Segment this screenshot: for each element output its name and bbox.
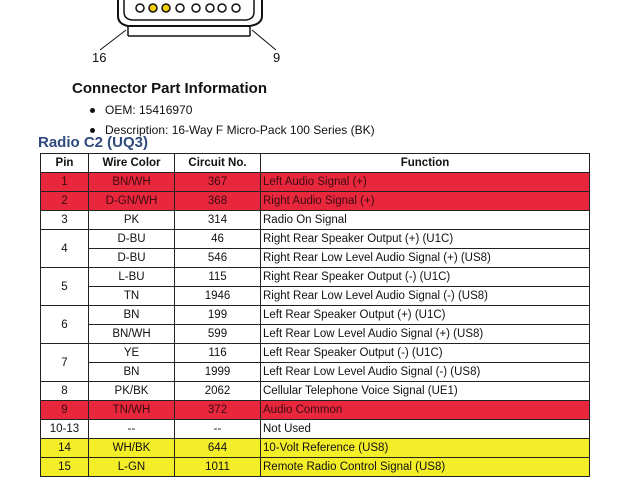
- function-cell: Right Rear Low Level Audio Signal (-) (US8): [261, 287, 590, 306]
- description-text: Description: 16-Way F Micro-Pack 100 Series (BK): [105, 123, 375, 137]
- table-row: [41, 173, 590, 192]
- pin-cell: 5: [41, 268, 89, 306]
- wire-color-cell: TN: [89, 287, 175, 306]
- table-row: [41, 382, 590, 401]
- wire-color-cell: PK/BK: [89, 382, 175, 401]
- pin-cell: 14: [41, 439, 89, 458]
- function-cell: Audio Common: [261, 401, 590, 420]
- function-cell: Left Rear Speaker Output (-) (U1C): [261, 344, 590, 363]
- wire-color-cell: BN: [89, 306, 175, 325]
- function-cell: Radio On Signal: [261, 211, 590, 230]
- table-row: [41, 306, 590, 325]
- function-cell: Right Rear Speaker Output (+) (U1C): [261, 230, 590, 249]
- pin-cell: 6: [41, 306, 89, 344]
- wire-color-cell: L-BU: [89, 268, 175, 287]
- bullet-icon: [90, 108, 95, 113]
- function-cell: Left Audio Signal (+): [261, 173, 590, 192]
- pin-cell: 9: [41, 401, 89, 420]
- wire-color-cell: YE: [89, 344, 175, 363]
- pin-9-label: 9: [273, 50, 281, 65]
- function-cell: Left Rear Low Level Audio Signal (-) (US8): [261, 363, 590, 382]
- pin-16-label: 16: [92, 50, 107, 65]
- connector-part-info-title: Connector Part Information: [72, 80, 268, 97]
- table-row: [41, 249, 590, 268]
- table-row: [41, 363, 590, 382]
- oem-text: OEM: 15416970: [105, 103, 193, 117]
- pin-cell: 7: [41, 344, 89, 382]
- wire-color-cell: BN/WH: [89, 325, 175, 344]
- function-cell: Right Audio Signal (+): [261, 192, 590, 211]
- circuit-cell: 546: [175, 249, 261, 268]
- wire-color-cell: BN: [89, 363, 175, 382]
- circuit-cell: 314: [175, 211, 261, 230]
- function-cell: Cellular Telephone Voice Signal (UE1): [261, 382, 590, 401]
- table-row: [41, 458, 590, 477]
- circuit-cell: 367: [175, 173, 261, 192]
- circuit-cell: 1999: [175, 363, 261, 382]
- function-cell: Left Rear Speaker Output (+) (U1C): [261, 306, 590, 325]
- function-cell: Not Used: [261, 420, 590, 439]
- connector-diagram: [0, 0, 640, 70]
- table-row: [41, 344, 590, 363]
- pin-cell: 15: [41, 458, 89, 477]
- bullet-icon: [90, 128, 95, 133]
- header-function: Function: [261, 154, 590, 173]
- pin-cell: 2: [41, 192, 89, 211]
- list-item: [90, 100, 375, 120]
- circuit-cell: 2062: [175, 382, 261, 401]
- wire-color-cell: L-GN: [89, 458, 175, 477]
- table-row: [41, 268, 590, 287]
- function-cell: Left Rear Low Level Audio Signal (+) (US8): [261, 325, 590, 344]
- wire-color-cell: BN/WH: [89, 173, 175, 192]
- header-wire-color: Wire Color: [89, 154, 175, 173]
- header-circuit-no: Circuit No.: [175, 154, 261, 173]
- function-cell: 10-Volt Reference (US8): [261, 439, 590, 458]
- wire-color-cell: WH/BK: [89, 439, 175, 458]
- wire-color-cell: --: [89, 420, 175, 439]
- table-header-row: [41, 154, 590, 173]
- pin-cell: 3: [41, 211, 89, 230]
- circuit-cell: --: [175, 420, 261, 439]
- pinout-table: [40, 153, 590, 477]
- circuit-cell: 115: [175, 268, 261, 287]
- table-row: [41, 401, 590, 420]
- section-title: Radio C2 (UQ3): [38, 134, 149, 151]
- circuit-cell: 1946: [175, 287, 261, 306]
- table-row: [41, 325, 590, 344]
- pin-cell: 4: [41, 230, 89, 268]
- circuit-cell: 1011: [175, 458, 261, 477]
- table-row: [41, 211, 590, 230]
- table-row: [41, 230, 590, 249]
- pin-cell: 1: [41, 173, 89, 192]
- header-pin: Pin: [41, 154, 89, 173]
- circuit-cell: 199: [175, 306, 261, 325]
- function-cell: Right Rear Speaker Output (-) (U1C): [261, 268, 590, 287]
- pin-cell: 10-13: [41, 420, 89, 439]
- table-row: [41, 192, 590, 211]
- circuit-cell: 644: [175, 439, 261, 458]
- wire-color-cell: D-BU: [89, 249, 175, 268]
- pin-cell: 8: [41, 382, 89, 401]
- function-cell: Remote Radio Control Signal (US8): [261, 458, 590, 477]
- circuit-cell: 116: [175, 344, 261, 363]
- wire-color-cell: D-BU: [89, 230, 175, 249]
- table-row: [41, 439, 590, 458]
- circuit-cell: 46: [175, 230, 261, 249]
- wire-color-cell: D-GN/WH: [89, 192, 175, 211]
- circuit-cell: 368: [175, 192, 261, 211]
- circuit-cell: 599: [175, 325, 261, 344]
- wire-color-cell: PK: [89, 211, 175, 230]
- function-cell: Right Rear Low Level Audio Signal (+) (US8): [261, 249, 590, 268]
- wire-color-cell: TN/WH: [89, 401, 175, 420]
- table-row: [41, 420, 590, 439]
- table-row: [41, 287, 590, 306]
- circuit-cell: 372: [175, 401, 261, 420]
